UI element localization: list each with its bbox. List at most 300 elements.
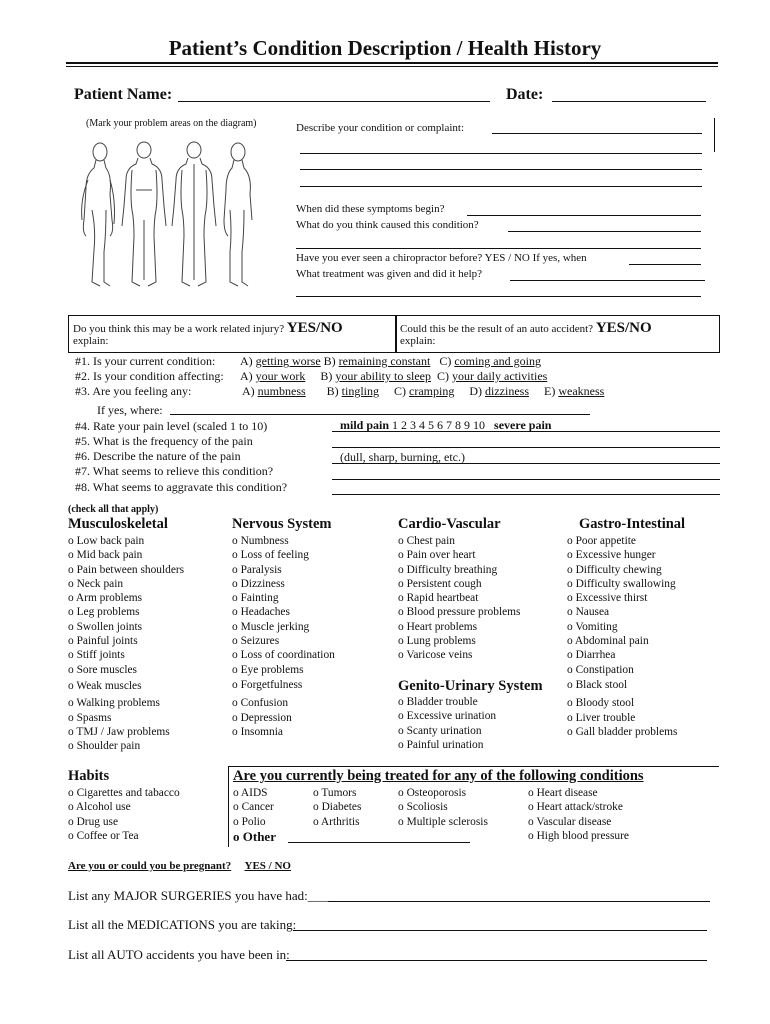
q1-option-coming-and-going[interactable]: coming and going	[454, 354, 541, 368]
item-label: Excessive urination	[406, 710, 497, 723]
checkbox[interactable]: o	[567, 606, 573, 619]
checkbox[interactable]: o	[567, 697, 573, 710]
item-label: Pain between shoulders	[76, 563, 185, 576]
list-item[interactable]	[567, 696, 677, 710]
q3-option-numbness[interactable]: numbness	[257, 384, 306, 398]
item-label: Scoliosis	[406, 801, 448, 814]
check-all-note: (check all that apply)	[68, 504, 159, 515]
item-label: Rapid heartbeat	[406, 592, 479, 605]
pregnant-question-text: Are you or could you be pregnant?	[68, 860, 232, 872]
checkbox[interactable]: o	[528, 787, 534, 799]
auto-accidents-label: List all AUTO accidents you have been in:	[68, 947, 290, 962]
checkbox[interactable]: o	[232, 620, 238, 633]
if-yes-where-field[interactable]	[170, 414, 590, 415]
list-item[interactable]	[232, 634, 335, 648]
list-item[interactable]	[232, 534, 335, 548]
checkbox[interactable]: o	[398, 649, 404, 662]
list-item[interactable]	[68, 725, 184, 739]
checkbox[interactable]: o	[398, 710, 404, 723]
list-item[interactable]	[232, 725, 335, 739]
item-label: AIDS	[240, 787, 268, 799]
checkbox[interactable]: o	[233, 815, 239, 828]
list-item[interactable]	[68, 815, 180, 829]
q1-a: A)	[240, 354, 253, 368]
checkbox[interactable]: o	[567, 678, 573, 691]
list-item[interactable]	[68, 534, 184, 548]
list-item[interactable]	[398, 605, 520, 619]
checkbox[interactable]: o	[68, 725, 74, 738]
q3-b: B)	[326, 384, 339, 398]
genito-list	[398, 695, 496, 752]
q2-option-work[interactable]: your work	[255, 369, 306, 383]
item-label: Loss of feeling	[240, 549, 309, 562]
treated-col-3	[398, 786, 488, 829]
checkbox[interactable]: o	[567, 663, 573, 676]
item-label: Persistent cough	[406, 577, 482, 590]
item-label: Other	[242, 829, 276, 844]
describe-field-2[interactable]	[300, 153, 702, 154]
q3-d: D)	[469, 384, 483, 398]
item-label: Diarrhea	[575, 649, 616, 662]
checkbox[interactable]: o	[232, 535, 238, 547]
list-item[interactable]	[567, 678, 677, 692]
item-label: Seizures	[240, 635, 280, 648]
gastro-header: Gastro-Intestinal	[579, 516, 686, 532]
list-item[interactable]	[68, 679, 184, 693]
auto-accident-yesno[interactable]: YES/NO	[595, 320, 652, 336]
patient-name-field[interactable]	[178, 101, 490, 102]
medications-label: List all the MEDICATIONS you are taking:	[68, 917, 297, 932]
list-item[interactable]	[528, 815, 629, 829]
treated-col-4	[528, 786, 629, 843]
q3-options	[242, 384, 604, 399]
nervous-list	[232, 534, 335, 739]
checkbox[interactable]: o	[68, 577, 74, 590]
list-item[interactable]	[68, 711, 184, 725]
item-label: Multiple sclerosis	[406, 815, 488, 828]
work-injury-explain: explain:	[73, 335, 109, 347]
list-item[interactable]	[398, 648, 520, 662]
date-field[interactable]	[552, 101, 706, 102]
margin-rule	[714, 118, 715, 152]
q3-option-tingling[interactable]: tingling	[341, 384, 380, 398]
item-label: Difficulty breathing	[406, 563, 498, 576]
item-label: Depression	[240, 711, 292, 724]
item-label: Constipation	[575, 663, 634, 676]
describe-field-1[interactable]	[492, 133, 702, 134]
q1-option-getting-worse[interactable]: getting worse	[255, 354, 321, 368]
describe-field-3[interactable]	[300, 169, 702, 170]
item-label: Heart attack/stroke	[536, 801, 623, 814]
item-label: Arthritis	[320, 815, 360, 828]
title-rule	[66, 62, 718, 64]
checkbox[interactable]: o	[398, 696, 404, 708]
q3-option-cramping[interactable]: cramping	[409, 384, 455, 398]
checkbox[interactable]: o	[68, 549, 74, 562]
checkbox[interactable]: o	[567, 635, 573, 648]
genito-header: Genito-Urinary System	[398, 678, 543, 694]
q1-b: B)	[323, 354, 336, 368]
q3-option-weakness[interactable]: weakness	[558, 384, 605, 398]
list-item[interactable]	[68, 563, 184, 577]
checkbox[interactable]: o	[567, 535, 573, 547]
auto-accident-text: Could this be the result of an auto accident?	[400, 323, 594, 335]
checkbox[interactable]: o	[528, 815, 534, 828]
list-item[interactable]	[68, 739, 184, 753]
item-label: Chest pain	[406, 535, 455, 547]
item-label: Lung problems	[406, 635, 476, 648]
q3-option-dizziness[interactable]: dizziness	[485, 384, 530, 398]
item-label: Osteoporosis	[406, 787, 467, 799]
item-label: Fainting	[240, 592, 279, 605]
item-label: Polio	[241, 815, 266, 828]
pain-scale-rule	[332, 431, 720, 432]
nervous-header: Nervous System	[232, 516, 332, 532]
checkbox[interactable]: o	[68, 740, 74, 753]
item-label: Painful joints	[76, 635, 138, 648]
auto-accident-explain: explain:	[400, 335, 436, 347]
list-item[interactable]	[68, 648, 184, 662]
list-item[interactable]	[398, 634, 520, 648]
patient-name-label: Patient Name:	[74, 86, 173, 103]
describe-label: Describe your condition or complaint:	[296, 122, 465, 134]
item-label: Difficulty swallowing	[575, 577, 676, 590]
item-label: Bloody stool	[575, 697, 635, 710]
list-item[interactable]	[398, 724, 496, 738]
list-item[interactable]	[232, 696, 335, 710]
checkbox[interactable]: o	[232, 592, 238, 605]
gastro-list	[567, 534, 677, 739]
item-label: Liver trouble	[575, 711, 636, 724]
list-item[interactable]	[232, 577, 335, 591]
list-item[interactable]	[528, 829, 629, 843]
checkbox[interactable]: o	[567, 725, 573, 738]
pregnant-yesno[interactable]: YES / NO	[244, 860, 291, 872]
medications-field[interactable]	[293, 930, 707, 931]
cause-field[interactable]	[508, 231, 701, 232]
item-label: Loss of coordination	[240, 649, 335, 662]
checkbox[interactable]: o	[232, 663, 238, 676]
checkbox[interactable]: o	[68, 563, 74, 576]
treatment-field-2[interactable]	[296, 296, 701, 297]
q6-hint: (dull, sharp, burning, etc.)	[340, 450, 465, 464]
item-label: Arm problems	[75, 592, 143, 605]
item-label: TMJ / Jaw problems	[76, 725, 170, 738]
list-item[interactable]	[232, 678, 335, 692]
work-injury-question	[73, 320, 343, 337]
item-label: Headaches	[240, 606, 290, 619]
checkbox[interactable]: o	[68, 635, 74, 648]
list-item[interactable]	[528, 786, 629, 800]
surgeries-label: List any MAJOR SURGERIES you have had:____	[68, 888, 334, 903]
list-item[interactable]	[398, 577, 520, 591]
list-item[interactable]	[313, 800, 361, 814]
list-item[interactable]	[398, 548, 520, 562]
list-item[interactable]	[233, 786, 274, 800]
q1-option-remaining-constant[interactable]: remaining constant	[338, 354, 431, 368]
checkbox[interactable]: o	[398, 577, 404, 590]
list-item[interactable]	[68, 696, 184, 710]
cause-field-2[interactable]	[296, 248, 701, 249]
item-label: Bladder trouble	[406, 696, 478, 708]
body-diagram[interactable]	[76, 140, 262, 290]
checkbox[interactable]: o	[398, 535, 404, 547]
checkbox[interactable]: o	[567, 549, 573, 562]
work-injury-yesno[interactable]: YES/NO	[286, 320, 343, 336]
checkbox[interactable]: o	[232, 725, 238, 738]
list-item[interactable]	[68, 829, 180, 843]
checkbox[interactable]: o	[68, 787, 74, 799]
list-item[interactable]	[567, 534, 677, 548]
list-item[interactable]	[313, 786, 361, 800]
checkbox[interactable]: o	[68, 711, 74, 724]
item-label: Low back pain	[76, 535, 145, 547]
list-item[interactable]	[398, 695, 496, 709]
checkbox[interactable]: o	[398, 738, 404, 751]
checkbox[interactable]: o	[567, 577, 573, 590]
checkbox[interactable]: o	[232, 711, 238, 724]
checkbox[interactable]: o	[313, 801, 319, 814]
list-item[interactable]	[567, 605, 677, 619]
item-label: Swollen joints	[76, 620, 143, 633]
pregnant-question	[68, 860, 291, 872]
list-item[interactable]	[567, 548, 677, 562]
item-label: Walking problems	[76, 697, 160, 710]
item-label: Dizziness	[240, 577, 285, 590]
q5-field[interactable]	[332, 447, 720, 448]
list-item[interactable]	[68, 620, 184, 634]
list-item[interactable]	[232, 591, 335, 605]
checkbox[interactable]: o	[313, 815, 319, 828]
pain-scale-mild: mild pain	[340, 418, 390, 432]
list-item[interactable]	[68, 800, 180, 814]
checkbox[interactable]: o	[528, 829, 534, 842]
checkbox[interactable]: o	[398, 724, 404, 737]
q2-c: C)	[437, 369, 449, 383]
q2-a: A)	[240, 369, 253, 383]
checkbox[interactable]: o	[567, 563, 573, 576]
item-label: Heart disease	[536, 787, 598, 799]
checkbox[interactable]: o	[68, 829, 74, 842]
list-item[interactable]	[232, 663, 335, 677]
page-title: Patient’s Condition Description / Health History	[168, 36, 602, 60]
list-item[interactable]	[398, 620, 520, 634]
q1-c: C)	[439, 354, 452, 368]
checkbox[interactable]: o	[68, 620, 74, 633]
list-item[interactable]	[232, 563, 335, 577]
habits-header: Habits	[68, 768, 110, 784]
diagram-note: (Mark your problem areas on the diagram)	[86, 118, 257, 129]
list-item[interactable]	[233, 800, 274, 814]
item-label: High blood pressure	[536, 829, 629, 842]
item-label: Vascular disease	[536, 815, 612, 828]
checkbox[interactable]: o	[232, 563, 238, 576]
item-label: Paralysis	[240, 563, 282, 576]
q2-options	[240, 369, 547, 384]
treated-other-field[interactable]	[288, 842, 470, 843]
q2-b: B)	[320, 369, 333, 383]
checkbox[interactable]: o	[398, 635, 404, 648]
pain-scale-severe: severe pain	[494, 418, 552, 432]
list-item[interactable]	[398, 815, 488, 829]
list-item[interactable]	[398, 800, 488, 814]
checkbox[interactable]: o	[567, 711, 573, 724]
list-item[interactable]	[232, 548, 335, 562]
checkbox[interactable]: o	[232, 697, 238, 710]
item-label: Drug use	[76, 815, 119, 828]
surgeries-field[interactable]	[328, 901, 710, 902]
checkbox[interactable]: o	[567, 592, 573, 605]
q2-option-daily[interactable]: your daily activities	[452, 369, 548, 383]
checkbox[interactable]: o	[232, 678, 238, 691]
checkbox[interactable]: o	[232, 577, 238, 590]
cardio-list	[398, 534, 520, 663]
treated-other[interactable]	[233, 829, 276, 845]
checkbox[interactable]: o	[398, 606, 404, 619]
item-label: Poor appetite	[575, 535, 636, 547]
list-item[interactable]	[398, 738, 496, 752]
list-item[interactable]	[68, 548, 184, 562]
q7-field[interactable]	[332, 479, 720, 480]
q2-option-sleep[interactable]: your ability to sleep	[335, 369, 431, 383]
list-item[interactable]	[528, 800, 629, 814]
list-item[interactable]	[567, 725, 677, 739]
item-label: Varicose veins	[406, 649, 473, 662]
list-item[interactable]	[232, 648, 335, 662]
list-item[interactable]	[567, 591, 677, 605]
list-item[interactable]	[567, 648, 677, 662]
item-label: Weak muscles	[76, 679, 142, 692]
q6-label: #6. Describe the nature of the pain	[75, 449, 241, 463]
habits-list	[68, 786, 180, 843]
item-label: Cigarettes and tabacco	[76, 787, 180, 799]
list-item[interactable]	[68, 663, 184, 677]
checkbox[interactable]: o	[232, 606, 238, 619]
list-item[interactable]	[567, 563, 677, 577]
list-item[interactable]	[398, 591, 520, 605]
cardio-header: Cardio-Vascular	[398, 516, 501, 532]
checkbox[interactable]: o	[528, 801, 534, 814]
list-item[interactable]	[68, 591, 184, 605]
checkbox[interactable]: o	[398, 801, 404, 814]
list-item[interactable]	[567, 620, 677, 634]
treatment-field[interactable]	[510, 280, 705, 281]
treated-col-1	[233, 786, 274, 829]
checkbox[interactable]: o	[68, 679, 74, 692]
q6-field[interactable]	[332, 463, 720, 464]
item-label: Pain over heart	[406, 549, 476, 562]
checkbox[interactable]: o	[68, 663, 74, 676]
list-item[interactable]	[233, 815, 274, 829]
list-item[interactable]	[398, 786, 488, 800]
list-item[interactable]	[68, 786, 180, 800]
checkbox[interactable]: o	[233, 801, 239, 814]
item-label: Leg problems	[76, 606, 140, 619]
began-field[interactable]	[467, 215, 701, 216]
item-label: Eye problems	[240, 663, 304, 676]
checkbox[interactable]: o	[313, 787, 319, 799]
title-rule-thin	[66, 66, 718, 67]
list-item[interactable]	[398, 563, 520, 577]
list-item[interactable]	[398, 534, 520, 548]
list-item[interactable]	[68, 577, 184, 591]
checkbox[interactable]: o	[233, 829, 240, 844]
q3-e: E)	[544, 384, 556, 398]
item-label: Scanty urination	[406, 724, 482, 737]
list-item[interactable]	[398, 709, 496, 723]
checkbox[interactable]: o	[68, 606, 74, 619]
auto-accidents-field[interactable]	[286, 960, 707, 961]
item-label: Sore muscles	[76, 663, 137, 676]
list-item[interactable]	[232, 711, 335, 725]
list-item[interactable]	[567, 634, 677, 648]
checkbox[interactable]: o	[398, 787, 404, 799]
q4-label: #4. Rate your pain level (scaled 1 to 10)	[75, 419, 268, 433]
q1-options	[240, 354, 541, 369]
item-label: Painful urination	[406, 738, 484, 751]
list-item[interactable]	[567, 663, 677, 677]
item-label: Excessive hunger	[575, 549, 656, 562]
checkbox[interactable]: o	[567, 620, 573, 633]
treatment-label: What treatment was given and did it help?	[296, 268, 483, 280]
item-label: Excessive thirst	[575, 592, 648, 605]
checkbox[interactable]: o	[68, 697, 74, 710]
chiro-when-field[interactable]	[629, 264, 701, 265]
checkbox[interactable]: o	[233, 787, 239, 799]
checkbox[interactable]: o	[232, 549, 238, 562]
item-label: Muscle jerking	[240, 620, 310, 633]
list-item[interactable]	[232, 620, 335, 634]
list-item[interactable]	[68, 634, 184, 648]
cause-label: What do you think caused this condition?	[296, 219, 479, 231]
if-yes-where-label: If yes, where:	[97, 403, 163, 417]
checkbox[interactable]: o	[68, 815, 74, 828]
checkbox[interactable]: o	[232, 649, 238, 662]
checkbox[interactable]: o	[232, 635, 238, 648]
item-label: Gall bladder problems	[575, 725, 678, 738]
list-item[interactable]	[232, 605, 335, 619]
list-item[interactable]	[567, 711, 677, 725]
checkbox[interactable]: o	[567, 649, 573, 662]
item-label: Blood pressure problems	[406, 606, 521, 619]
list-item[interactable]	[313, 815, 361, 829]
checkbox[interactable]: o	[398, 563, 404, 576]
list-item[interactable]	[68, 605, 184, 619]
list-item[interactable]	[567, 577, 677, 591]
pain-scale-numbers[interactable]: 1 2 3 4 5 6 7 8 9 10	[392, 418, 486, 432]
date-label: Date:	[506, 86, 544, 103]
checkbox[interactable]: o	[398, 815, 404, 828]
checkbox[interactable]: o	[68, 592, 74, 605]
item-label: Abdominal pain	[574, 635, 649, 648]
musculoskeletal-header: Musculoskeletal	[68, 516, 168, 532]
describe-field-4[interactable]	[300, 186, 702, 187]
auto-accident-question	[400, 320, 652, 337]
q5-label: #5. What is the frequency of the pain	[75, 434, 253, 448]
checkbox[interactable]: o	[398, 620, 404, 633]
checkbox[interactable]: o	[68, 801, 74, 814]
item-label: Insomnia	[240, 725, 283, 738]
checkbox[interactable]: o	[68, 649, 74, 662]
item-label: Coffee or Tea	[76, 829, 139, 842]
checkbox[interactable]: o	[398, 549, 404, 562]
checkbox[interactable]: o	[68, 535, 74, 547]
q7-label: #7. What seems to relieve this condition?	[75, 464, 274, 478]
item-label: Confusion	[240, 697, 289, 710]
q3-c: C)	[394, 384, 407, 398]
q8-field[interactable]	[332, 494, 720, 495]
checkbox[interactable]: o	[398, 592, 404, 605]
